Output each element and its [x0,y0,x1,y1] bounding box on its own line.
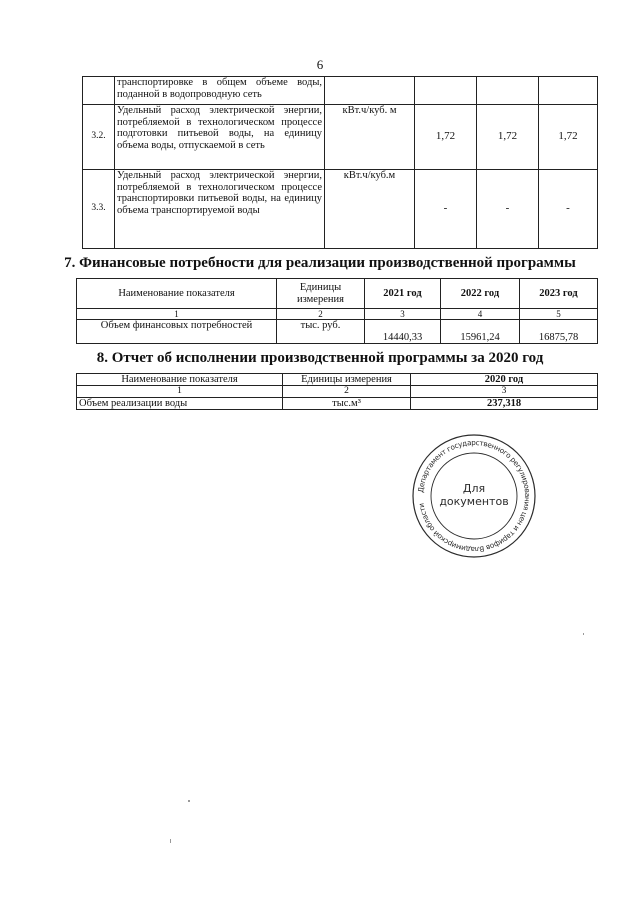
header-year-2021: 2021 год [365,279,441,309]
row-unit: кВт.ч/куб. м [325,105,415,170]
data-value-2022: 15961,24 [441,320,520,344]
header-unit: Единицы измерения [283,374,411,386]
data-unit: тыс.м³ [283,398,411,410]
header-indicator-name: Наименование показателя [77,374,283,386]
row-number [83,77,115,105]
data-value-2020: 237,318 [411,398,598,410]
scan-speck [188,800,190,802]
row-number: 3.3. [83,170,115,249]
index-cell: 2 [277,309,365,320]
table-header-row [77,279,598,309]
report-table [76,373,598,410]
data-indicator-name: Объем финансовых потребностей [77,320,277,344]
section-8-title: 8. Отчет об исполнении производственной программы за 2020 год [96,350,544,366]
index-cell: 1 [77,309,277,320]
row-unit [325,77,415,105]
stamp-center-line-1: Для [462,482,486,495]
row-value-2023: 1,72 [539,105,598,170]
data-unit: тыс. руб. [277,320,365,344]
table-row [77,398,598,410]
stamp-center-line-2: документов [439,495,509,508]
row-unit: кВт.ч/куб.м [325,170,415,249]
row-description: Удельный расход электрической энергии, потребляемой в технологическом процессе транспортировки питьевой воды, на единицу объема транспортируемой воды [115,170,325,249]
index-cell: 2 [283,386,411,398]
scan-speck [170,839,171,843]
row-value-2022: - [477,170,539,249]
section-7-title: 7. Финансовые потребности для реализации производственной программы [64,255,576,271]
data-value-2023: 16875,78 [520,320,598,344]
header-unit: Единицы измерения [277,279,365,309]
index-cell: 3 [411,386,598,398]
row-description: Удельный расход электрической энергии, потребляемой в технологическом процессе подготовки питьевой воды, на единицу объема воды, отпускаемой в сеть [115,105,325,170]
row-value-2021: 1,72 [415,105,477,170]
table-header-row [77,374,598,386]
row-number: 3.2. [83,105,115,170]
index-cell: 5 [520,309,598,320]
row-description: транспортировке в общем объеме воды, поданной в водопроводную сеть [115,77,325,105]
data-indicator-name: Объем реализации воды [77,398,283,410]
header-indicator-name: Наименование показателя [77,279,277,309]
row-value-2021 [415,77,477,105]
indicators-table [82,76,598,249]
stamp-ring-text: Департамент государственного регулирования цен и тарифов Владимирской области [416,437,533,555]
row-value-2023: - [539,170,598,249]
row-value-2023 [539,77,598,105]
index-cell: 4 [441,309,520,320]
data-value-2021: 14440,33 [365,320,441,344]
header-year-2020: 2020 год [411,374,598,386]
page-number: 6 [316,57,324,72]
scan-speck [583,633,584,635]
header-year-2022: 2022 год [441,279,520,309]
index-cell: 1 [77,386,283,398]
index-cell: 3 [365,309,441,320]
table-index-row [77,386,598,398]
table-index-row [77,309,598,320]
official-stamp [411,433,537,559]
row-value-2022: 1,72 [477,105,539,170]
table-row [77,320,598,344]
financial-needs-table [76,278,598,344]
row-value-2022 [477,77,539,105]
row-value-2021: - [415,170,477,249]
table-row [83,77,598,105]
table-row [83,105,598,170]
table-row [83,170,598,249]
header-year-2023: 2023 год [520,279,598,309]
